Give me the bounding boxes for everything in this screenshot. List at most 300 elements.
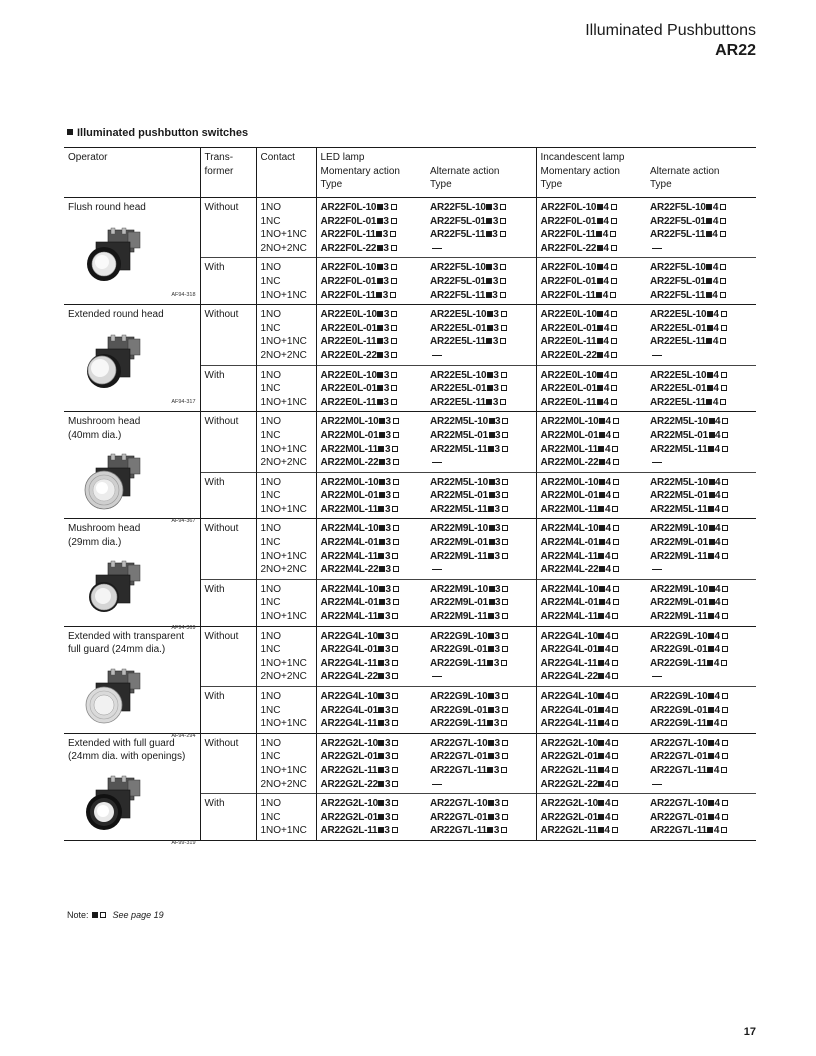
empty-square-icon: [613, 432, 619, 438]
lamp-suffix: 3: [494, 691, 500, 702]
type-code: [321, 443, 423, 457]
contact-cell: [256, 198, 316, 258]
empty-square-icon: [500, 292, 506, 298]
empty-square-icon: [502, 479, 508, 485]
empty-square-icon: [612, 753, 618, 759]
type-code-text: AR22G4L-10: [540, 630, 598, 642]
empty-square-icon: [393, 539, 399, 545]
lamp-suffix: 4: [605, 537, 611, 549]
filled-square-icon: [489, 432, 495, 438]
filled-square-icon: [599, 418, 605, 424]
lamp-suffix: 3: [492, 202, 499, 213]
transformer-cell: With: [200, 687, 256, 734]
lamp-suffix: 4: [713, 322, 719, 334]
empty-square-icon: [502, 753, 508, 759]
led-alt-cell: [426, 258, 536, 305]
filled-square-icon: [486, 399, 492, 405]
type-code-text: AR22M0L-10: [540, 416, 599, 428]
empty-square-icon: [611, 352, 617, 358]
empty-square-icon: [391, 372, 397, 378]
lamp-suffix: 3: [494, 704, 500, 716]
empty-square-icon: [612, 446, 618, 452]
empty-square-icon: [500, 264, 506, 270]
type-code: [650, 536, 752, 550]
filled-square-icon: [707, 720, 713, 726]
type-code-text: AR22G9L-01: [650, 704, 708, 716]
contact-value: 1NO+1NC: [260, 503, 307, 515]
contact-value: 1NO: [260, 630, 282, 642]
header-title: Illuminated Pushbuttons: [585, 22, 756, 39]
type-code-text: AR22G9L-10: [650, 630, 708, 642]
filled-square-icon: [378, 673, 384, 679]
type-code: [430, 275, 532, 289]
lamp-suffix: 4: [715, 490, 721, 502]
filled-square-icon: [707, 372, 713, 378]
lamp-suffix: 3: [385, 476, 391, 488]
lamp-suffix: 3: [495, 597, 501, 609]
type-code-text: AR22G4L-11: [540, 718, 598, 730]
filled-square-icon: [707, 660, 713, 666]
type-code-text: AR22M9L-11: [430, 611, 488, 623]
transformer-cell: Without: [200, 305, 256, 365]
not-available-dash: —: [432, 242, 442, 254]
type-code-text: AR22M4L-01: [540, 537, 599, 549]
type-code: [541, 201, 643, 215]
type-code: [541, 322, 643, 336]
type-code: [650, 215, 752, 229]
empty-square-icon: [392, 720, 398, 726]
contact-cell: [256, 626, 316, 686]
empty-square-icon: [393, 492, 399, 498]
note: [67, 910, 164, 920]
type-code: [430, 630, 532, 644]
filled-square-icon: [598, 800, 604, 806]
type-code: [321, 536, 423, 550]
filled-square-icon: [486, 231, 492, 237]
transformer-cell: Without: [200, 412, 256, 472]
inc-alt-cell: [646, 626, 756, 686]
type-code-text: AR22G7L-10: [650, 737, 708, 749]
lamp-suffix: 4: [714, 811, 720, 823]
type-code: [541, 596, 643, 610]
empty-square-icon: [501, 311, 507, 317]
type-code-text: AR22F0L-11: [320, 289, 376, 301]
lamp-suffix: 3: [385, 537, 391, 549]
lamp-suffix: 3: [495, 523, 501, 535]
empty-square-icon: [392, 633, 398, 639]
lamp-suffix: 4: [604, 718, 610, 730]
type-code: [541, 476, 643, 490]
lamp-suffix: 3: [492, 262, 499, 274]
lamp-suffix: 4: [604, 751, 611, 763]
lamp-suffix: 4: [713, 657, 720, 669]
type-code: [650, 456, 752, 470]
type-code: [541, 335, 643, 349]
filled-square-icon: [378, 707, 384, 713]
contact-cell: [256, 794, 316, 841]
type-code-text: AR22E0L-11: [320, 396, 377, 408]
empty-square-icon: [720, 292, 726, 298]
type-code-text: AR22M4L-11: [540, 611, 598, 623]
contact-value: 1NC: [260, 215, 281, 227]
type-code: [321, 643, 423, 657]
type-code-text: AR22G7L-01: [650, 751, 708, 763]
type-code-text: AR22M9L-01: [430, 597, 489, 609]
filled-square-icon: [599, 586, 605, 592]
type-code: [321, 503, 423, 517]
filled-square-icon: [709, 525, 715, 531]
lamp-suffix: 3: [384, 503, 391, 515]
empty-square-icon: [722, 525, 728, 531]
type-code: [541, 289, 643, 303]
type-code-text: AR22E5L-11: [430, 336, 486, 348]
lamp-suffix: 3: [383, 202, 389, 213]
led-mom-cell: [316, 519, 426, 579]
contact-value: 1NO: [260, 262, 282, 274]
type-code: [541, 610, 643, 624]
empty-square-icon: [502, 599, 508, 605]
not-available-dash: —: [652, 671, 662, 683]
type-code-text: AR22M4L-01: [540, 597, 599, 609]
inc-alt-cell: [646, 794, 756, 841]
inc-mom-cell: [536, 472, 646, 519]
not-available-dash: —: [432, 778, 442, 790]
empty-square-icon: [721, 372, 727, 378]
type-code-text: AR22F5L-01: [650, 275, 706, 287]
not-available-dash: —: [432, 349, 442, 361]
filled-square-icon: [377, 278, 383, 284]
lamp-suffix: 4: [604, 630, 611, 642]
lamp-suffix: 3: [384, 657, 390, 669]
product-photo: [78, 333, 158, 391]
type-code: [650, 563, 752, 577]
type-code-text: AR22F5L-11: [650, 289, 706, 301]
lamp-suffix: 3: [383, 262, 389, 274]
empty-square-icon: [722, 418, 728, 424]
empty-square-icon: [612, 553, 618, 559]
empty-square-icon: [721, 767, 727, 773]
type-code-text: AR22F0L-11: [540, 229, 596, 241]
type-code: [321, 610, 423, 624]
led-mom-cell: [316, 412, 426, 472]
lamp-suffix: 3: [495, 476, 501, 488]
type-code-text: AR22E0L-11: [540, 396, 597, 408]
type-code: [321, 476, 423, 490]
lamp-suffix: 4: [603, 383, 610, 395]
type-code-text: AR22G7L-11: [430, 764, 487, 776]
filled-square-icon: [379, 566, 385, 572]
operator-cell: [64, 305, 200, 412]
lamp-suffix: 3: [493, 718, 500, 730]
transformer-cell: Without: [200, 733, 256, 793]
type-code-text: AR22F0L-10: [540, 262, 597, 274]
inc-mom-cell: [536, 733, 646, 793]
type-code: [321, 596, 423, 610]
contact-value: 1NO+1NC: [260, 336, 307, 348]
filled-square-icon: [598, 673, 604, 679]
empty-square-icon: [721, 720, 727, 726]
lamp-suffix: 3: [384, 718, 390, 730]
type-code: [650, 690, 752, 704]
not-available-dash: —: [652, 457, 662, 469]
empty-square-icon: [501, 827, 507, 833]
filled-square-icon: [598, 753, 604, 759]
led-alt-cell: [426, 687, 536, 734]
empty-square-icon: [501, 385, 507, 391]
empty-square-icon: [502, 432, 508, 438]
lamp-suffix: 4: [604, 443, 611, 455]
type-code: [430, 476, 532, 490]
type-code: [541, 242, 643, 256]
filled-square-icon: [92, 912, 98, 918]
type-code: [430, 308, 532, 322]
filled-square-icon: [487, 660, 493, 666]
type-code-text: AR22G4L-10: [540, 691, 598, 702]
empty-square-icon: [501, 720, 507, 726]
table-body: [64, 198, 756, 846]
type-code-text: AR22E0L-11: [540, 336, 597, 348]
empty-square-icon: [611, 204, 617, 210]
lamp-suffix: 4: [715, 429, 721, 441]
empty-square-icon: [501, 325, 507, 331]
type-code-text: AR22M5L-10: [430, 476, 489, 488]
type-code-text: AR22M4L-11: [320, 550, 378, 562]
led-group-label: LED lamp: [320, 152, 365, 163]
type-code-text: AR22F0L-10: [320, 262, 377, 274]
empty-square-icon: [611, 385, 617, 391]
type-code-text: AR22G7L-11: [650, 764, 707, 776]
type-code: [430, 596, 532, 610]
lamp-suffix: 4: [714, 691, 720, 702]
empty-square-icon: [502, 633, 508, 639]
empty-square-icon: [722, 646, 728, 652]
lamp-suffix: 3: [383, 309, 390, 321]
type-code: [650, 717, 752, 731]
filled-square-icon: [377, 311, 383, 317]
filled-square-icon: [378, 740, 384, 746]
filled-square-icon: [489, 586, 495, 592]
empty-square-icon: [393, 418, 399, 424]
lamp-suffix: 4: [714, 503, 720, 515]
type-code: [650, 322, 752, 336]
lamp-suffix: 3: [385, 490, 391, 502]
lamp-suffix: 3: [382, 229, 389, 241]
type-code-text: AR22G2L-11: [540, 825, 598, 837]
filled-square-icon: [486, 218, 492, 224]
type-code-text: AR22E5L-10: [430, 309, 487, 321]
lamp-suffix: 3: [384, 751, 391, 763]
filled-square-icon: [598, 506, 604, 512]
lamp-suffix: 3: [495, 583, 501, 595]
type-code-text: AR22G9L-11: [650, 718, 707, 730]
filled-square-icon: [706, 292, 712, 298]
empty-square-icon: [391, 338, 397, 344]
type-code-text: AR22E0L-01: [540, 383, 597, 395]
type-code: [321, 657, 423, 671]
inc-mom-cell: [536, 794, 646, 841]
type-code-text: AR22M5L-11: [650, 443, 708, 455]
lamp-suffix: 3: [492, 396, 499, 408]
led-mom-cell: [316, 794, 426, 841]
type-code-text: AR22M9L-10: [650, 583, 709, 595]
contact-value: 1NO: [260, 691, 282, 702]
empty-square-icon: [720, 231, 726, 237]
empty-square-icon: [502, 586, 508, 592]
transformer-cell: Without: [200, 626, 256, 686]
filled-square-icon: [489, 418, 495, 424]
lamp-suffix: 3: [384, 704, 391, 716]
inc-alt-cell: [646, 472, 756, 519]
filled-square-icon: [379, 599, 385, 605]
contact-value: 2NO+2NC: [260, 778, 307, 790]
led-alternate-label: Alternate action: [430, 165, 500, 177]
empty-square-icon: [391, 245, 397, 251]
filled-square-icon: [379, 459, 385, 465]
type-code: [541, 228, 643, 242]
type-code-text: AR22E0L-10: [320, 369, 377, 381]
operator-cell: [64, 733, 200, 846]
filled-square-icon: [489, 492, 495, 498]
type-code-text: AR22G2L-10: [320, 737, 378, 749]
lamp-suffix: 4: [604, 737, 611, 749]
empty-square-icon: [612, 781, 618, 787]
type-code: [321, 242, 423, 256]
not-available-dash: —: [652, 349, 662, 361]
type-code: [430, 550, 532, 564]
lamp-suffix: 4: [713, 718, 720, 730]
filled-square-icon: [378, 814, 384, 820]
type-code: [541, 797, 643, 811]
col-transformer-text: Trans- former: [204, 152, 234, 177]
type-code: [541, 215, 643, 229]
lamp-suffix: 4: [605, 457, 611, 469]
empty-square-icon: [391, 399, 397, 405]
type-code: [650, 275, 752, 289]
type-code: [541, 764, 643, 778]
filled-square-icon: [707, 385, 713, 391]
empty-square-icon: [500, 278, 506, 284]
empty-square-icon: [392, 660, 398, 666]
filled-square-icon: [487, 720, 493, 726]
empty-square-icon: [611, 245, 617, 251]
type-code-text: AR22G2L-01: [540, 811, 598, 823]
col-operator: Operator: [68, 152, 108, 163]
empty-square-icon: [500, 231, 506, 237]
photo-code: AF99-319: [171, 839, 196, 846]
filled-square-icon: [599, 479, 605, 485]
operator-cell: [64, 519, 200, 632]
type-code: [430, 349, 532, 363]
empty-square-icon: [722, 479, 728, 485]
lamp-suffix: 3: [384, 611, 391, 623]
type-code-text: AR22F5L-10: [430, 262, 486, 274]
empty-square-icon: [502, 814, 508, 820]
filled-square-icon: [487, 767, 493, 773]
type-code-text: AR22G9L-10: [650, 691, 708, 702]
type-code-text: AR22G2L-22: [320, 778, 378, 790]
lamp-suffix: 3: [494, 630, 500, 642]
empty-square-icon: [722, 586, 728, 592]
filled-square-icon: [487, 325, 493, 331]
inc-mom-cell: [536, 258, 646, 305]
type-code: [430, 443, 532, 457]
type-code-text: AR22G2L-10: [540, 798, 598, 810]
type-code: [321, 308, 423, 322]
filled-square-icon: [598, 553, 604, 559]
operator-name: Extended with full guard (24mm dia. with openings): [68, 737, 186, 763]
type-code-text: AR22G2L-22: [540, 778, 598, 790]
empty-square-icon: [720, 338, 726, 344]
empty-square-icon: [720, 264, 726, 270]
empty-square-icon: [392, 753, 398, 759]
empty-square-icon: [612, 800, 618, 806]
filled-square-icon: [598, 781, 604, 787]
lamp-suffix: 3: [493, 825, 500, 837]
empty-square-icon: [722, 633, 728, 639]
type-code: [650, 396, 752, 410]
filled-square-icon: [597, 311, 603, 317]
filled-square-icon: [378, 646, 384, 652]
contact-cell: [256, 365, 316, 412]
type-code: [321, 583, 423, 597]
type-code-text: AR22G2L-11: [320, 764, 378, 776]
type-code: [650, 308, 752, 322]
filled-square-icon: [706, 278, 712, 284]
type-code: [430, 429, 532, 443]
lamp-suffix: 3: [384, 443, 391, 455]
empty-square-icon: [502, 539, 508, 545]
empty-square-icon: [502, 646, 508, 652]
type-code: [650, 476, 752, 490]
filled-square-icon: [379, 586, 385, 592]
lamp-suffix: 4: [712, 215, 719, 227]
filled-square-icon: [599, 539, 605, 545]
inc-mom-cell: [536, 687, 646, 734]
type-code-text: AR22E0L-10: [540, 369, 597, 381]
filled-square-icon: [709, 539, 715, 545]
empty-square-icon: [612, 613, 618, 619]
contact-value: 1NC: [260, 644, 281, 656]
type-code: [430, 335, 532, 349]
led-alt-cell: [426, 733, 536, 793]
type-code-text: AR22F5L-10: [430, 202, 486, 213]
lamp-suffix: 4: [714, 751, 720, 763]
lamp-suffix: 4: [604, 691, 611, 702]
type-code-text: AR22F0L-11: [320, 229, 376, 241]
type-code: [650, 596, 752, 610]
filled-square-icon: [486, 338, 492, 344]
lamp-suffix: 4: [605, 476, 611, 488]
led-mom-cell: [316, 258, 426, 305]
lamp-suffix: 4: [602, 289, 609, 301]
lamp-suffix: 4: [712, 202, 719, 213]
empty-square-icon: [392, 767, 398, 773]
type-code: [541, 275, 643, 289]
type-code-text: AR22M9L-01: [430, 537, 489, 549]
lamp-suffix: 4: [603, 322, 610, 334]
type-code: [541, 536, 643, 550]
type-code: [430, 322, 532, 336]
type-code: [321, 630, 423, 644]
type-code-text: AR22F0L-11: [540, 289, 596, 301]
contact-value: 1NO: [260, 737, 282, 749]
col-transformer: [200, 148, 256, 198]
type-code-text: AR22F5L-11: [430, 229, 486, 241]
contact-value: 1NO: [260, 798, 282, 810]
type-code-text: AR22M0L-01: [320, 429, 379, 441]
type-code: [650, 201, 752, 215]
lamp-suffix: 3: [382, 289, 389, 301]
